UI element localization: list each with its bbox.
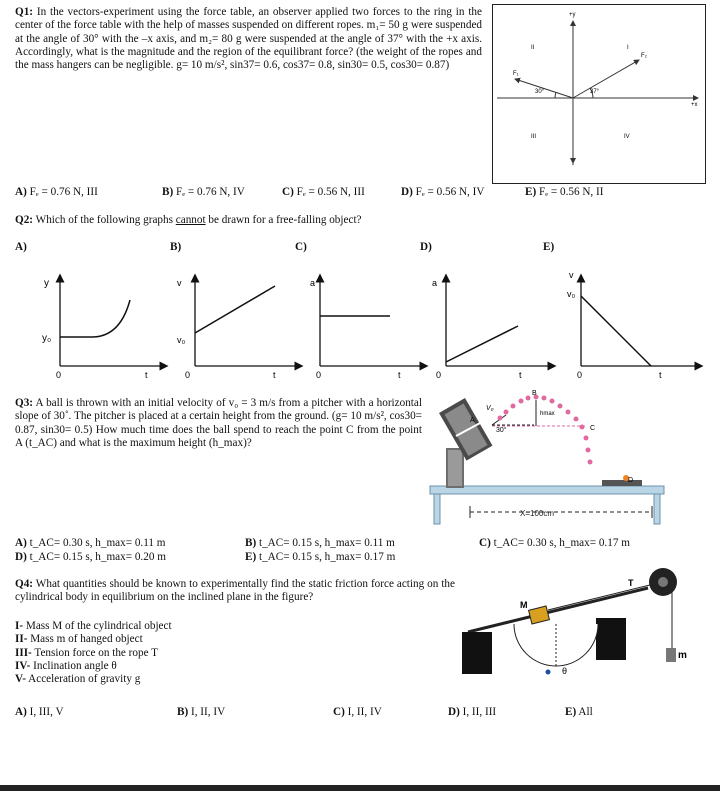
- svg-text:0: 0: [577, 370, 583, 380]
- region-iv-label: IV: [624, 134, 630, 140]
- f1-label: F₁: [513, 71, 519, 77]
- hanging-mass: [666, 648, 676, 662]
- q4-option-a[interactable]: A) I, III, V: [15, 706, 64, 718]
- q3-options-row2: [15, 551, 705, 565]
- f2-vector: [573, 60, 639, 98]
- svg-text:T: T: [628, 578, 634, 588]
- q2-option-d[interactable]: D): [420, 241, 432, 253]
- graph-b: [165, 270, 305, 380]
- svg-text:v: v: [177, 278, 182, 288]
- q4-items: [15, 620, 455, 686]
- svg-text:C: C: [590, 425, 596, 432]
- target-pad: [602, 480, 642, 486]
- svg-text:a: a: [432, 278, 438, 288]
- q4-text: What quantities should be known to experimentally find the static friction force acting on the cylindrical body in equilibrium on the inclined plane in the figure?: [15, 578, 455, 604]
- q2-option-b[interactable]: B): [170, 241, 182, 253]
- q4-item: II- Mass m of hanged object: [15, 633, 143, 646]
- page-bottom-border: [0, 785, 720, 791]
- svg-text:0: 0: [56, 370, 62, 380]
- x-axis-label: +x: [691, 102, 698, 108]
- q1-option-b[interactable]: B) Fₑ = 0.76 N, IV: [162, 186, 245, 198]
- svg-text:t: t: [145, 370, 148, 380]
- q4-option-c[interactable]: C) I, II, IV: [333, 706, 382, 718]
- svg-text:y: y: [44, 278, 49, 289]
- incline-figure: [458, 566, 708, 686]
- q4-option-e[interactable]: E) All: [565, 706, 593, 718]
- svg-text:A: A: [470, 417, 475, 424]
- region-i-label: I: [627, 45, 629, 51]
- q4-item: I- Mass M of the cylindrical object: [15, 620, 172, 632]
- svg-text:t: t: [519, 370, 522, 380]
- svg-text:θ: θ: [562, 666, 568, 676]
- q1-option-d[interactable]: D) Fₑ = 0.56 N, IV: [401, 186, 485, 198]
- svg-text:30°: 30°: [496, 427, 507, 434]
- q4-label: Q4:: [15, 578, 34, 590]
- q4-options: [15, 706, 705, 720]
- q3-option-b[interactable]: B) t_AC= 0.15 s, h_max= 0.11 m: [245, 537, 395, 549]
- q2-question: Q2: Which of the following graphs cannot be drawn for a free-falling object?: [15, 214, 362, 226]
- graph-a: [30, 270, 170, 380]
- q1-label: Q1:: [15, 6, 34, 18]
- svg-text:hmax: hmax: [540, 411, 555, 417]
- q1-option-c[interactable]: C) Fₑ = 0.56 N, III: [282, 186, 365, 198]
- q1-question: [15, 6, 482, 72]
- svg-text:0: 0: [436, 370, 442, 380]
- q1-option-a[interactable]: A) Fₑ = 0.76 N, III: [15, 186, 98, 198]
- force-table-svg: [493, 5, 705, 183]
- force-table-diagram: [492, 4, 706, 184]
- q2-option-e[interactable]: E): [543, 241, 555, 253]
- angle1-label: 30°: [535, 89, 545, 95]
- svg-text:V₀: V₀: [486, 405, 494, 412]
- graph-d-line: [446, 326, 518, 362]
- q4-question: [15, 578, 455, 605]
- svg-text:t: t: [659, 370, 662, 380]
- q3-text: A ball is thrown with an initial velocity of v₀ = 3 m/s from a pitcher with a horizontal slope of 30˚. The pitcher is placed at a certain height from the ground. (g= 10 m/s², cos30= 0.87, sin30= 0.5) How much time does the ball spend to reach the point C from the point A (t_AC) and what is the maximum height (h_max)?: [15, 397, 422, 449]
- graph-e-line: [581, 296, 651, 366]
- q1-option-e[interactable]: E) Fₑ = 0.56 N, II: [525, 186, 604, 198]
- svg-text:v₀: v₀: [567, 289, 576, 299]
- region-ii-label: II: [531, 45, 535, 51]
- svg-text:a: a: [310, 278, 316, 288]
- q1-options: [15, 186, 705, 200]
- q3-option-c[interactable]: C) t_AC= 0.30 s, h_max= 0.17 m: [479, 537, 630, 549]
- cylinder-body: [529, 606, 550, 624]
- svg-text:m: m: [678, 650, 687, 661]
- svg-text:t: t: [398, 370, 401, 380]
- y-axis-label: +y: [569, 12, 576, 18]
- projectile-figure: [426, 388, 670, 526]
- q4-option-b[interactable]: B) I, II, IV: [177, 706, 226, 718]
- svg-text:D: D: [628, 477, 634, 484]
- q3-question: [15, 397, 422, 450]
- q4-option-d[interactable]: D) I, II, III: [448, 706, 497, 718]
- f2-label: F₂: [641, 53, 647, 59]
- trajectory-dots: [498, 395, 596, 465]
- svg-text:B: B: [532, 390, 537, 397]
- svg-text:y₀: y₀: [42, 333, 52, 344]
- q2-label: Q2:: [15, 214, 34, 226]
- q3-option-d[interactable]: D) t_AC= 0.15 s, h_max= 0.20 m: [15, 551, 166, 563]
- angle1-arc: [555, 92, 556, 98]
- q4-item: III- Tension force on the rope T: [15, 646, 158, 659]
- svg-text:v₀: v₀: [177, 335, 186, 345]
- region-iii-label: III: [531, 134, 537, 140]
- svg-text:0: 0: [185, 370, 191, 380]
- graph-c: [292, 270, 432, 380]
- q2-option-c[interactable]: C): [295, 241, 307, 253]
- graph-a-curve: [60, 300, 130, 337]
- svg-text:v: v: [569, 270, 574, 280]
- svg-text:t: t: [273, 370, 276, 380]
- q1-text: In the vectors-experiment using the force table, an observer applied two forces to the ring in the center of the force table with the help of masses suspended on different ropes. m₁= 50 g were suspended at the angle of 30° with the –x axis, and m₂= 80 g were suspended at the angle of 37° with the +x axis. Accordingly, what is the magnitude and the region of the equilibrant force? (the weight of the ropes and the mass hangers can be negligible. g= 10 m/s², sin37= 0.6, cos37= 0.8, sin30= 0.5, cos30= 0.87): [15, 6, 482, 72]
- q2-option-letters: [15, 241, 705, 255]
- angle2-label: 37°: [590, 89, 600, 95]
- graph-b-line: [195, 286, 275, 333]
- q3-label: Q3:: [15, 397, 34, 409]
- graph-d: [420, 270, 560, 380]
- table-top: [430, 486, 664, 494]
- q2-option-a[interactable]: A): [15, 241, 27, 253]
- svg-text:M: M: [520, 600, 528, 610]
- q3-option-a[interactable]: A) t_AC= 0.30 s, h_max= 0.11 m: [15, 537, 166, 549]
- svg-text:0: 0: [316, 370, 322, 380]
- q4-item: V- Acceleration of gravity g: [15, 673, 141, 686]
- q2-cannot: cannot: [175, 214, 206, 226]
- q3-option-e[interactable]: E) t_AC= 0.15 s, h_max= 0.17 m: [245, 551, 396, 563]
- q4-item: IV- Inclination angle θ: [15, 659, 117, 672]
- graph-e: [555, 270, 705, 380]
- q3-options-row1: [15, 537, 705, 551]
- svg-text:X=100cm: X=100cm: [520, 509, 555, 518]
